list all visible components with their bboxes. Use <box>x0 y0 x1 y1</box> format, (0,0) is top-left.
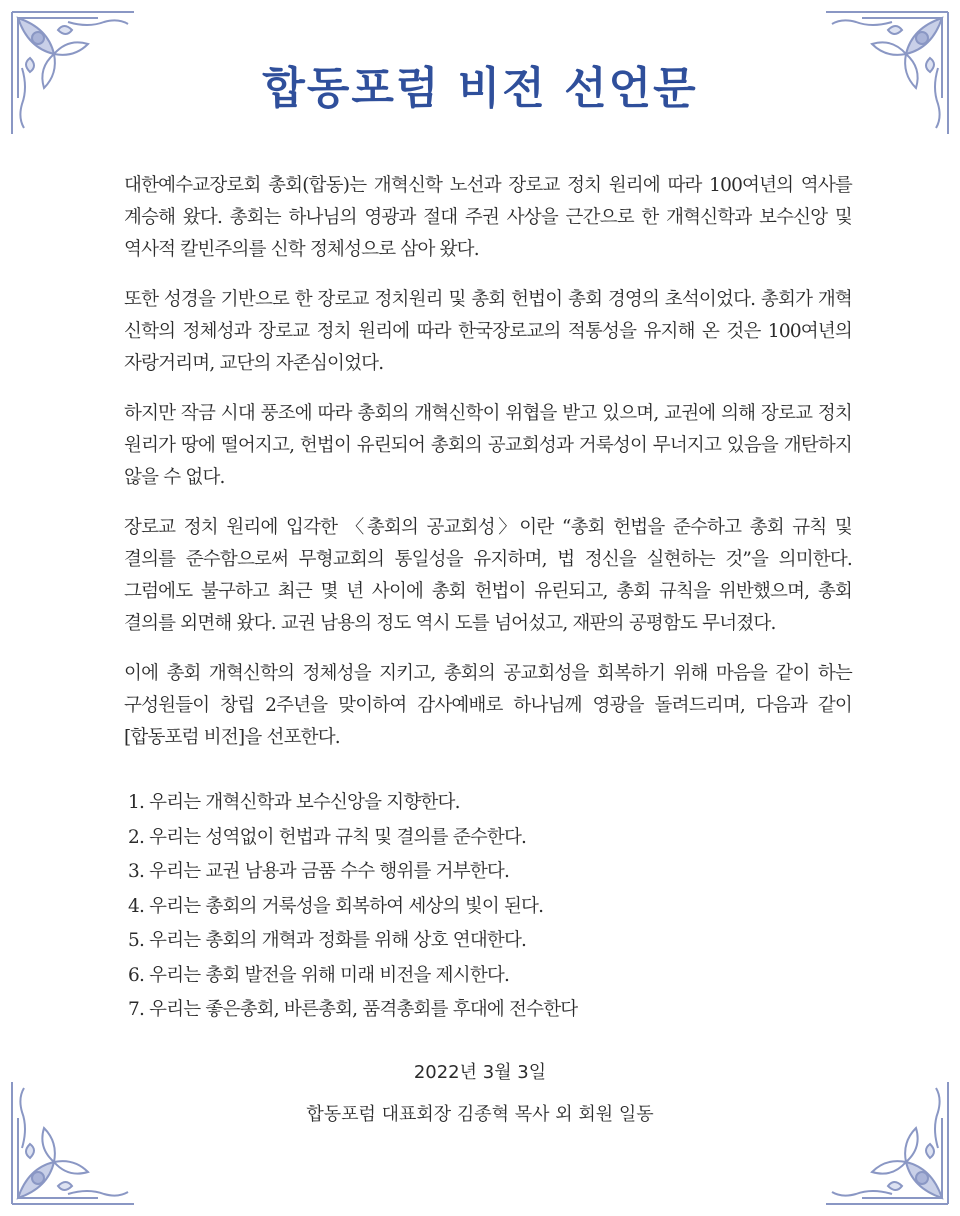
declaration-date: 2022년 3월 3일 <box>413 1062 547 1083</box>
paragraph-polity: 또한 성경을 기반으로 한 장로교 정치원리 및 총회 헌법이 총회 경영의 초석이었다. 총회가 개혁 신학의 정체성과 장로교 정치 원리에 따라 한국장로교의 적통성을 유지해 온 것은 100여년의 자랑거리며, 교단의 자존심이었다. <box>124 289 852 374</box>
list-item: 6. 우리는 총회 발전을 위해 미래 비전을 제시한다. <box>128 964 510 986</box>
list-item: 7. 우리는 좋은총회, 바른총회, 품격총회를 후대에 전수한다 <box>128 999 578 1020</box>
paragraph-proclamation: 이에 총회 개혁신학의 정체성을 지키고, 총회의 공교회성을 회복하기 위해 마음을 같이 하는 구성원들이 창립 2주년을 맞이하여 감사예배로 하나님께 영광을 돌려드리며, 다음과 같이 [합동포럼 비전]을 선포한다. <box>124 663 852 748</box>
resolution-list <box>128 786 828 1028</box>
page-title: 합동포럼 비전 선언문 <box>262 63 698 114</box>
paragraph-history: 대한예수교장로회 총회(합동)는 개혁신학 노선과 장로교 정치 원리에 따라 100여년의 역사를 계승해 왔다. 총회는 하나님의 영광과 절대 주권 사상을 근간으로 한 개혁신학과 보수신앙 및 역사적 칼빈주의를 신학 정체성으로 삼아 왔다. <box>124 175 852 260</box>
list-item: 2. 우리는 성역없이 헌법과 규칙 및 결의를 준수한다. <box>128 826 527 848</box>
signatory: 합동포럼 대표회장 김종혁 목사 외 회원 일동 <box>306 1104 654 1125</box>
list-item: 4. 우리는 총회의 거룩성을 회복하여 세상의 빛이 된다. <box>128 895 544 917</box>
list-item: 1. 우리는 개혁신학과 보수신앙을 지향한다. <box>128 792 460 813</box>
list-item: 3. 우리는 교권 남용과 금품 수수 행위를 거부한다. <box>128 861 510 882</box>
list-item: 5. 우리는 총회의 개혁과 정화를 위해 상호 연대한다. <box>128 930 527 951</box>
paragraph-public-church: 장로교 정치 원리에 입각한 〈총회의 공교회성〉이란 “총회 헌법을 준수하고 총회 규칙 및 결의를 준수함으로써 무형교회의 통일성을 유지하며, 법 정신을 실현하는 것”을 의미한다. 그럼에도 불구하고 최근 몇 년 사이에 총회 헌법이 유린되고, 총회 규칙을 위반했으며, 총회 결의를 외면해 왔다. 교권 남용의 정도 역시 도를 넘어섰고, 재판의 공평함도 무너졌다. <box>124 517 852 634</box>
closing-block <box>0 1052 960 1136</box>
declaration-body <box>124 170 852 772</box>
paragraph-concern: 하지만 작금 시대 풍조에 따라 총회의 개혁신학이 위협을 받고 있으며, 교권에 의해 장로교 정치 원리가 땅에 떨어지고, 헌법이 유린되어 총회의 공교회성과 거룩성이 무너지고 있음을 개탄하지 않을 수 없다. <box>124 403 852 488</box>
